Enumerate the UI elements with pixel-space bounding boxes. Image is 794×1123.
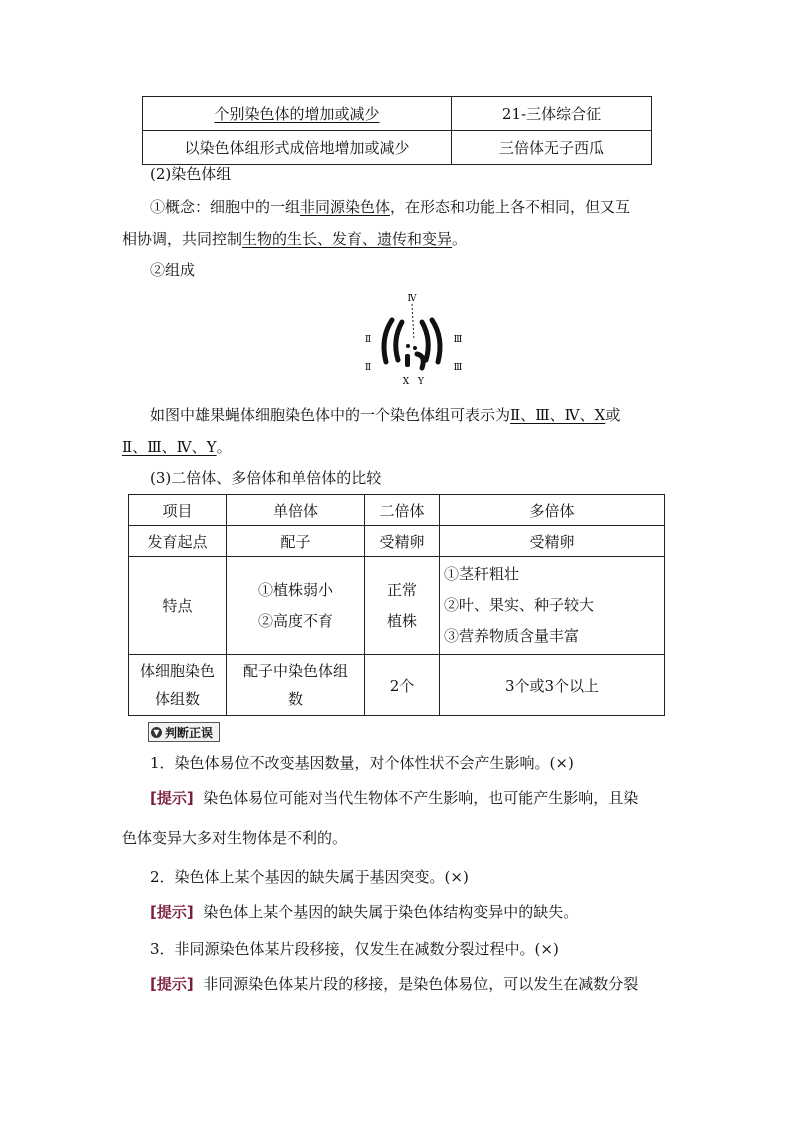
table-row <box>143 97 652 131</box>
table-cell: ①茎秆粗壮 ②叶、果实、种子较大 ③营养物质含量丰富 <box>440 557 665 655</box>
figure-description-2: Ⅱ、Ⅲ、Ⅳ、Y。 <box>122 438 232 456</box>
label-iv: Ⅳ <box>407 294 417 304</box>
label-x: X <box>402 377 410 387</box>
label-iii-bottom: Ⅲ <box>453 363 463 373</box>
table-header: 多倍体 <box>440 495 665 526</box>
chromosome-iv-dashed <box>412 304 414 340</box>
section-heading: (2)染色体组 <box>150 165 232 183</box>
table-cell: 受精卵 <box>440 526 665 557</box>
chevron-down-icon: ▼ <box>151 727 162 738</box>
table-header: 二倍体 <box>365 495 440 526</box>
variation-table <box>142 96 652 165</box>
table-cell: 21-三体综合征 <box>452 97 652 131</box>
compose-heading: ②组成 <box>150 261 196 279</box>
label-ii-bottom: Ⅱ <box>364 363 372 373</box>
judge-question-1: 1．染色体易位不改变基因数量，对个体性状不会产生影响。(×) <box>150 754 574 772</box>
table-row <box>143 131 652 165</box>
table-cell: 配子中染色体组 数 <box>227 655 365 716</box>
chromosome-figure <box>362 290 472 390</box>
table-cell: 3个或3个以上 <box>440 655 665 716</box>
table-header-row <box>129 495 665 526</box>
judge-question-2: 2．染色体上某个基因的缺失属于基因突变。(×) <box>150 868 469 886</box>
ploidy-comparison-table <box>128 494 665 716</box>
chromosome-ii-a <box>384 320 392 362</box>
table-cell: 以染色体组形式成倍地增加或减少 <box>143 131 452 165</box>
judge-hint-2: [提示] 染色体上某个基因的缺失属于染色体结构变异中的缺失。 <box>150 903 579 921</box>
chromosome-y <box>417 354 423 368</box>
table-header: 单倍体 <box>227 495 365 526</box>
chromosome-iii-a <box>432 320 440 362</box>
table-row <box>129 655 665 716</box>
table-header: 项目 <box>129 495 227 526</box>
concept-line-1: ①概念：细胞中的一组非同源染色体，在形态和功能上各不相同，但又互 <box>150 198 631 216</box>
table-cell: 三倍体无子西瓜 <box>452 131 652 165</box>
table-cell: 正常 植株 <box>365 557 440 655</box>
judge-hint-1-cont: 色体变异大多对生物体是不利的。 <box>122 829 348 847</box>
concept-line-2: 相协调，共同控制生物的生长、发育、遗传和变异。 <box>122 230 468 248</box>
judge-tag: ▼ 判断正误 <box>148 722 220 742</box>
chromosome-x <box>405 354 410 367</box>
table-cell: 配子 <box>227 526 365 557</box>
table-cell: 发育起点 <box>129 526 227 557</box>
chromosome-ii-b <box>396 322 402 360</box>
table-cell: 特点 <box>129 557 227 655</box>
table-row <box>129 526 665 557</box>
table-cell: 个别染色体的增加或减少 <box>143 97 452 131</box>
judge-hint-3: [提示] 非同源染色体某片段的移接，是染色体易位，可以发生在减数分裂 <box>150 975 639 993</box>
label-y: Y <box>418 377 424 387</box>
label-ii-top: Ⅱ <box>364 335 372 345</box>
judge-hint-1: [提示] 染色体易位可能对当代生物体不产生影响，也可能产生影响，且染 <box>150 789 639 807</box>
chromosome-iv-dot <box>406 344 410 348</box>
chromosome-iv-dot <box>413 346 417 350</box>
table-row <box>129 557 665 655</box>
table-cell: 2个 <box>365 655 440 716</box>
table-cell: ①植株弱小 ②高度不育 <box>227 557 365 655</box>
section-heading: (3)二倍体、多倍体和单倍体的比较 <box>150 469 382 487</box>
table-cell: 受精卵 <box>365 526 440 557</box>
judge-question-3: 3．非同源染色体某片段移接，仅发生在减数分裂过程中。(×) <box>150 940 559 958</box>
figure-description-1: 如图中雄果蝇体细胞染色体中的一个染色体组可表示为Ⅱ、Ⅲ、Ⅳ、X或 <box>150 406 621 424</box>
label-iii-top: Ⅲ <box>453 335 463 345</box>
table-cell: 体细胞染色 体组数 <box>129 655 227 716</box>
